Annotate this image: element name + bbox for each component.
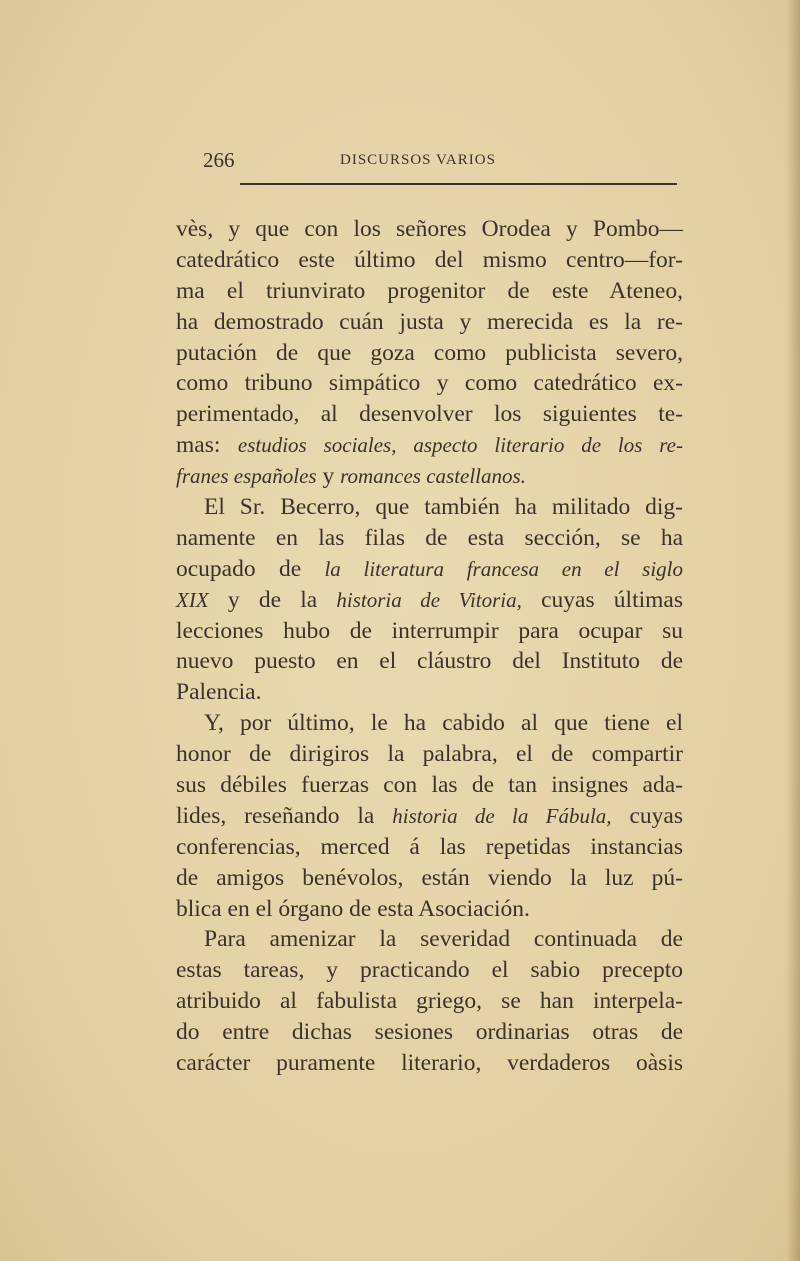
text-line bbox=[176, 708, 683, 739]
text-segment: perimentado, al desenvolver los siguientes te- bbox=[176, 401, 683, 428]
text-segment: de amigos benévolos, están viendo la luz pú- bbox=[176, 864, 683, 891]
text-line bbox=[176, 461, 683, 492]
text-segment: nuevo puesto en el cláustro del Instituto de bbox=[176, 648, 683, 675]
page-edge-shadow bbox=[786, 0, 800, 1261]
text-segment: carácter puramente literario, verdaderos oàsis bbox=[176, 1050, 683, 1077]
text-segment: conferencias, merced á las repetidas instancias bbox=[176, 833, 683, 860]
text-segment: como tribuno simpático y como catedrático ex- bbox=[176, 370, 683, 397]
text-line bbox=[176, 646, 683, 677]
text-line bbox=[176, 832, 683, 863]
italic-title-text: historia de Vitoria, bbox=[336, 587, 522, 612]
text-segment: mas: bbox=[176, 432, 238, 459]
text-segment: Y, por último, le ha cabido al que tiene el bbox=[204, 710, 683, 737]
text-line bbox=[176, 368, 683, 399]
text-line bbox=[176, 863, 683, 894]
text-line bbox=[176, 894, 683, 925]
text-line bbox=[176, 276, 683, 307]
text-segment: ha demostrado cuán justa y merecida es la re- bbox=[176, 308, 683, 335]
italic-title-text: franes españoles bbox=[176, 464, 317, 489]
text-segment: putación de que goza como publicista severo, bbox=[176, 339, 683, 366]
text-line bbox=[176, 986, 683, 1017]
text-segment: do entre dichas sesiones ordinarias otras de bbox=[176, 1019, 683, 1046]
text-line bbox=[176, 430, 683, 461]
text-line bbox=[176, 1048, 683, 1079]
text-segment: Para amenizar la severidad continuada de bbox=[204, 926, 683, 953]
text-line bbox=[176, 770, 683, 801]
italic-title-text: estudios sociales, aspecto literario de los re- bbox=[237, 433, 683, 458]
body-text bbox=[176, 214, 683, 1079]
text-segment: blica en el órgano de esta Asociación. bbox=[176, 895, 530, 922]
text-line bbox=[176, 245, 683, 276]
text-line bbox=[176, 924, 683, 955]
text-line bbox=[176, 739, 683, 770]
text-line bbox=[176, 523, 683, 554]
text-segment: cuyas bbox=[611, 802, 683, 829]
text-segment: sus débiles fuerzas con las de tan insignes ada- bbox=[176, 772, 683, 799]
text-segment: Palencia. bbox=[176, 679, 262, 706]
italic-title-text: XIX bbox=[176, 587, 209, 612]
text-line bbox=[176, 554, 683, 585]
text-segment: cuyas últimas bbox=[521, 586, 683, 613]
text-segment: ocupado de bbox=[176, 555, 325, 582]
text-segment: y de la bbox=[208, 586, 337, 613]
text-segment: estas tareas, y practicando el sabio precepto bbox=[176, 957, 683, 984]
text-line bbox=[176, 214, 683, 245]
text-segment: lecciones hubo de interrumpir para ocupar su bbox=[176, 617, 683, 644]
page-number: 266 bbox=[203, 148, 235, 172]
text-segment: honor de dirigiros la palabra, el de compartir bbox=[176, 741, 683, 768]
text-segment: vès, y que con los señores Orodea y Pombo— bbox=[176, 216, 683, 242]
text-segment: lides, reseñando la bbox=[176, 802, 393, 829]
text-segment: El Sr. Becerro, que también ha militado dig- bbox=[204, 494, 683, 521]
text-segment: ma el triunvirato progenitor de este Ateneo, bbox=[176, 277, 683, 304]
text-segment: catedrático este último del mismo centro—for- bbox=[176, 246, 683, 273]
text-line bbox=[176, 955, 683, 986]
text-line bbox=[176, 677, 683, 708]
text-line bbox=[176, 338, 683, 369]
text-line bbox=[176, 307, 683, 338]
italic-title-text: romances castellanos. bbox=[340, 464, 526, 489]
text-line bbox=[176, 399, 683, 430]
header-rule bbox=[240, 183, 677, 185]
text-line bbox=[176, 492, 683, 523]
text-segment: namente en las filas de esta sección, se ha bbox=[176, 524, 683, 551]
italic-title-text: la literatura francesa en el siglo bbox=[324, 556, 683, 581]
text-segment: atribuido al fabulista griego, se han interpela- bbox=[176, 988, 683, 1015]
text-line bbox=[176, 616, 683, 647]
text-line bbox=[176, 585, 683, 616]
running-head: DISCURSOS VARIOS bbox=[340, 152, 496, 168]
text-line bbox=[176, 801, 683, 832]
text-line bbox=[176, 1017, 683, 1048]
italic-title-text: historia de la Fábula, bbox=[392, 803, 612, 828]
text-segment: y bbox=[316, 463, 341, 490]
